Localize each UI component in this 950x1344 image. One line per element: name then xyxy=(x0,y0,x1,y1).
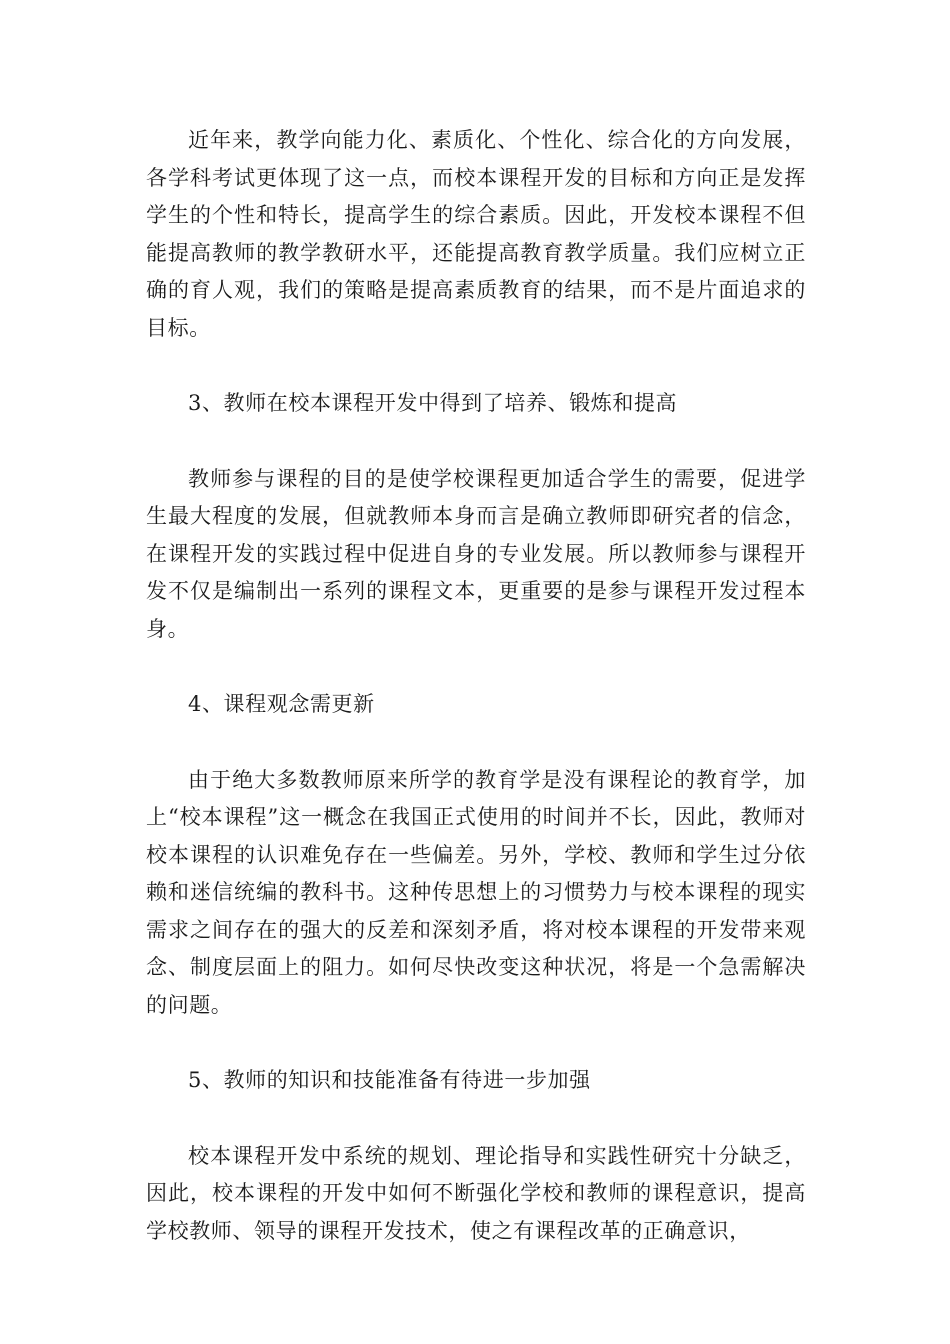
section-heading-4: 4、课程观念需更新 xyxy=(188,692,375,716)
document-body xyxy=(146,122,806,1250)
paragraph-4: 校本课程开发中系统的规划、理论指导和实践性研究十分缺乏，因此，校本课程的开发中如何不断强化学校和教师的课程意识，提高学校教师、领导的课程开发技术，使之有课程改革的正确意识， xyxy=(146,1143,806,1243)
paragraph-2: 教师参与课程的目的是使学校课程更加适合学生的需要，促进学生最大程度的发展，但就教师本身而言是确立教师即研究者的信念，在课程开发的实践过程中促进自身的专业发展。所以教师参与课程开发不仅是编制出一系列的课程文本，更重要的是参与课程开发过程本身。 xyxy=(146,466,806,641)
paragraph-3: 由于绝大多数教师原来所学的教育学是没有课程论的教育学，加上“校本课程”这一概念在我国正式使用的时间并不长，因此，教师对校本课程的认识难免存在一些偏差。另外，学校、教师和学生过分依赖和迷信统编的教科书。这种传思想上的习惯势力与校本课程的现实需求之间存在的强大的反差和深刻矛盾，将对校本课程的开发带来观念、制度层面上的阻力。如何尽快改变这种状况，将是一个急需解决的问题。 xyxy=(146,767,806,1017)
paragraph-1: 近年来，教学向能力化、素质化、个性化、综合化的方向发展，各学科考试更体现了这一点，而校本课程开发的目标和方向正是发挥学生的个性和特长，提高学生的综合素质。因此，开发校本课程不但能提高教师的教学教研水平，还能提高教育教学质量。我们应树立正确的育人观，我们的策略是提高素质教育的结果，而不是片面追求的目标。 xyxy=(146,128,806,340)
section-heading-5: 5、教师的知识和技能准备有待进一步加强 xyxy=(188,1068,591,1092)
section-heading-3: 3、教师在校本课程开发中得到了培养、锻炼和提高 xyxy=(188,391,678,415)
